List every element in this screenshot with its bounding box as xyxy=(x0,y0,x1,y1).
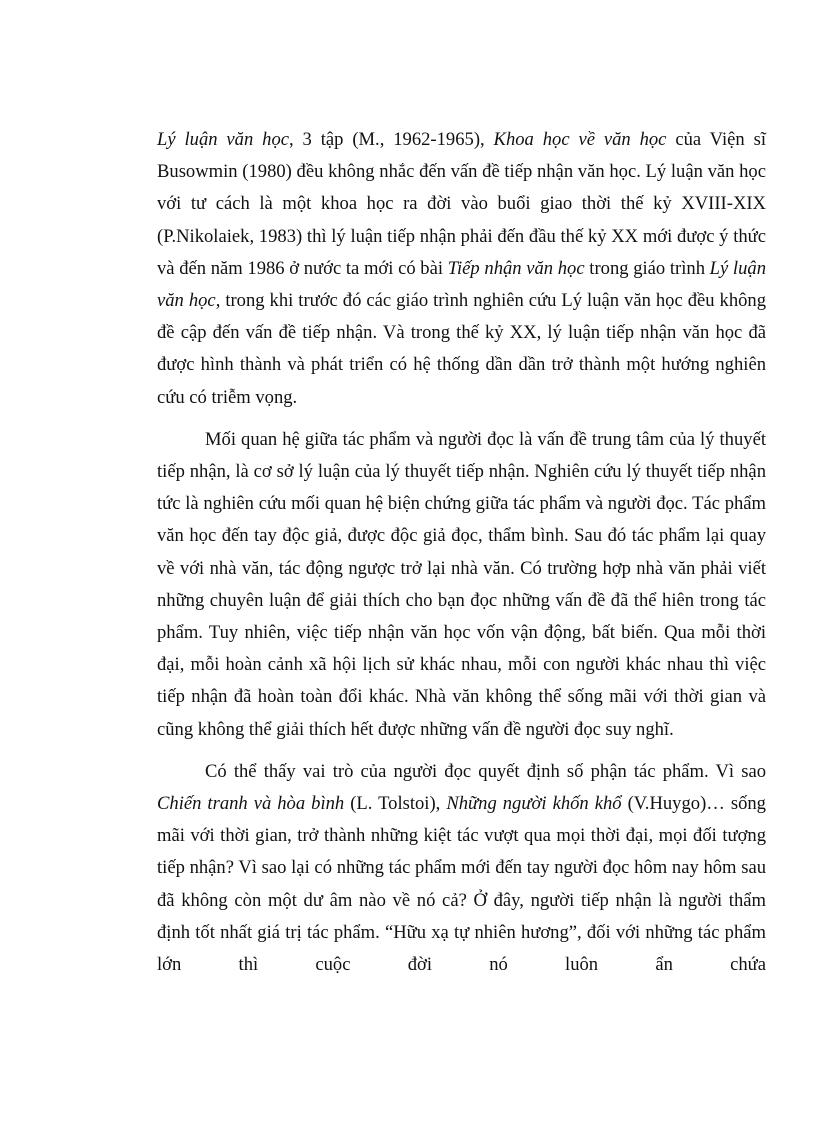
book-title-italic: Những người khốn khổ xyxy=(446,793,622,815)
book-title-italic: Khoa học về văn học xyxy=(493,129,667,150)
text-run: Mối quan hệ giữa tác phẩm và người đọc là vấn đề trung tâm của lý thuyết tiếp nhận, là cơ sở lý luận của lý thuyết tiếp nhận. Nghiên cứu lý thuyết tiếp nhận tức là nghiên cứu mối quan hệ biện chứng giữa tác phẩm và người đọc. Tác phẩm văn học đến tay độc giả, được độc giả đọc, thẩm bình. Sau đó tác phẩm lại quay về với nhà văn, tác động ngược trở lại nhà văn. Có trường hợp nhà văn phải viết những chuyên luận để giải thích cho bạn đọc những vấn đề đã thể hiên trong tác phẩm. Tuy nhiên, việc tiếp nhận văn học vốn vận động, bất biến. Qua mỗi thời đại, mỗi hoàn cảnh xã hội lịch sử khác nhau, mỗi con người khác nhau thì việc tiếp nhận đã hoàn toàn đổi khác. Nhà văn không thể sống mãi với thời gian và cũng không thể giải thích hết được những vấn đề người đọc suy nghĩ. xyxy=(157,428,766,740)
text-run: Có thể thấy vai trò của người đọc quyết định số phận tác phẩm. Vì sao xyxy=(205,760,766,782)
book-title-italic: Lý luận văn học xyxy=(157,129,290,150)
paragraph-3 xyxy=(157,756,766,981)
paragraph-2 xyxy=(157,424,766,746)
paragraph-1 xyxy=(157,124,766,414)
text-run: (L. Tolstoi), xyxy=(344,793,447,815)
book-title-italic: Lý luận văn học xyxy=(157,257,766,312)
document-page xyxy=(157,124,766,981)
text-run: (V.Huygo)… sống mãi với thời gian, trở thành những kiệt tác vượt qua mọi thời đại, mọi đối tượng tiếp nhận? Vì sao lại có những tác phẩm mới đến tay người đọc hôm nay hôm sau đã không còn một dư âm nào về nó cả? Ở đây, người tiếp nhận là người thẩm định tốt nhất giá trị tác phẩm. “Hữu xạ tự nhiên hương”, đối với những tác phẩm lớn thì cuộc đời nó luôn ẩn chứa xyxy=(157,793,766,976)
text-run: , trong khi trước đó các giáo trình nghiên cứu Lý luận văn học đều không đề cập đến vấn đề tiếp nhận. Và trong thế kỷ XX, lý luận tiếp nhận văn học đã được hình thành và phát triển có hệ thống dần dần trở thành một hướng nghiên cứu có triễm vọng. xyxy=(157,290,767,408)
book-title-italic: Tiếp nhận văn học xyxy=(447,257,585,279)
book-title-italic: Chiến tranh và hòa bình xyxy=(157,793,345,815)
text-run: trong giáo trình xyxy=(584,257,710,279)
text-run: của Viện sĩ Busowmin (1980) đều không nhắc đến vấn đề tiếp nhận văn học. Lý luận văn học với tư cách là một khoa học ra đời vào buổi giao thời thế kỷ XVIII-XIX (P.Nikolaiek, 1983) thì lý luận tiếp nhận phải đến đầu thế kỷ XX mới được ý thức và đến năm 1986 ở nước ta mới có bài xyxy=(157,129,766,279)
text-run: , 3 tập (M., 1962-1965), xyxy=(289,129,494,150)
